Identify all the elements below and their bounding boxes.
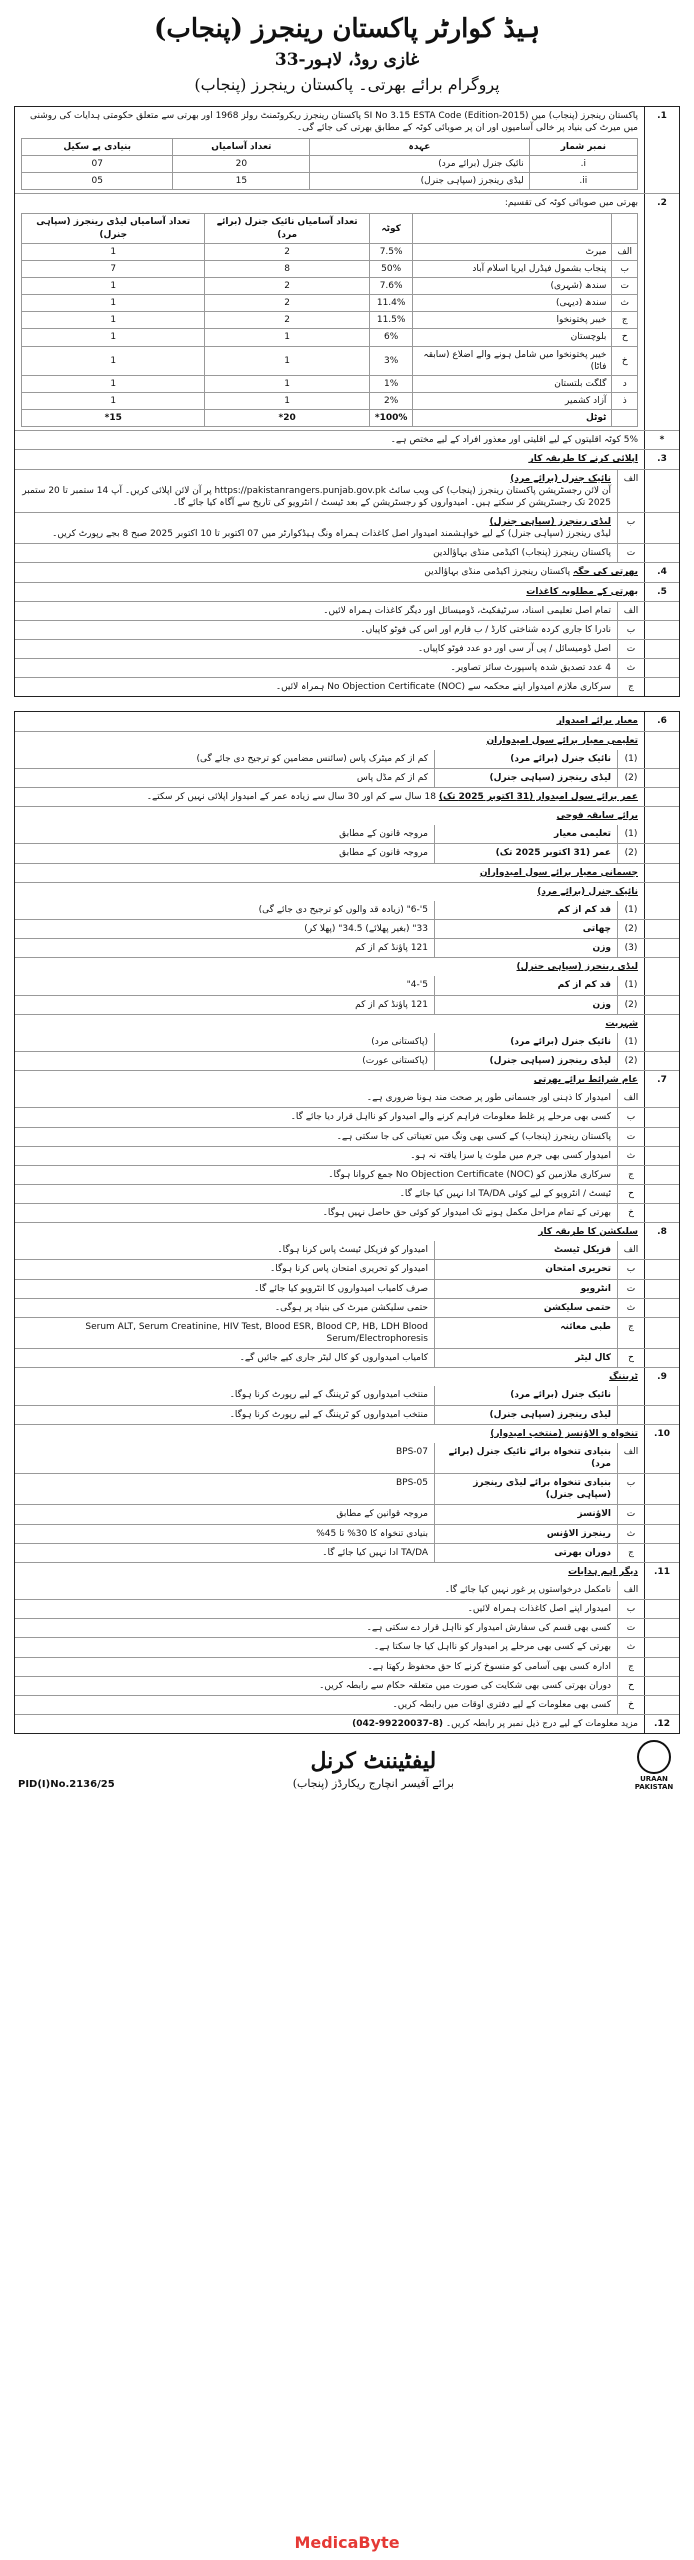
table-row: ج خیبر پختونخوا 11.5% 2 1 bbox=[22, 312, 638, 329]
section-10 bbox=[15, 1424, 679, 1443]
list-item: الف فزیکل ٹیسٹ امیدوار کو فزیکل ٹیسٹ پاس کرنا ہوگا۔ bbox=[15, 1241, 679, 1259]
list-item: الف بنیادی تنخواہ برائے نائیک جنرل (برائے مرد) BPS-07 bbox=[15, 1443, 679, 1473]
list-item: (2) لیڈی رینجرز (سپاہی جنرل) (پاکستانی عورت) bbox=[15, 1051, 679, 1070]
header bbox=[14, 12, 680, 96]
list-item: ح ٹیسٹ / انٹرویو کے لیے کوئی TA/DA ادا نہیں کیا جائے گا۔ bbox=[15, 1184, 679, 1203]
list-item: ت انٹرویو صرف کامیاب امیدواروں کا انٹرویو کیا جائے گا۔ bbox=[15, 1279, 679, 1298]
section-7 bbox=[15, 1070, 679, 1089]
section-6 bbox=[15, 712, 679, 730]
section-number: 4. bbox=[644, 563, 679, 581]
list-item: خ کسی بھی معلومات کے لیے دفتری اوقات میں رابطہ کریں۔ bbox=[15, 1695, 679, 1714]
list-item: (1) قد کم از کم 5'-6" (زیادہ قد والوں کو ترجیح دی جائے گی) bbox=[15, 901, 679, 919]
section-2-text: بھرتی میں صوبائی کوٹہ کی تقسیم: bbox=[504, 198, 638, 209]
header-title: ہیڈ کوارٹر پاکستان رینجرز (پنجاب) bbox=[154, 14, 540, 44]
table-row: ii. لیڈی رینجرز (سپاہی جنرل) 15 05 bbox=[22, 173, 638, 190]
list-item: (2) عمر (31 اکتوبر 2025 تک) مروجہ قانون کے مطابق bbox=[15, 843, 679, 862]
col-no: نمبر شمار bbox=[529, 138, 637, 155]
signatory-rank: لیفٹیننٹ کرنل bbox=[310, 1747, 437, 1774]
table-row: د گلگت بلتستان 1% 1 1 bbox=[22, 375, 638, 392]
list-item: (1) نائیک جنرل (برائے مرد) کم از کم میٹرک پاس (سائنس مضامین کو ترجیح دی جائے گی) bbox=[15, 750, 679, 768]
col-count: تعداد آسامیاں bbox=[173, 138, 310, 155]
section-number: 3. bbox=[644, 450, 679, 468]
signatory-designation: برائے آفیسر انچارج ریکارڈز (پنجاب) bbox=[292, 1776, 454, 1790]
list-item: ث بھرتی کے کسی بھی مرحلے پر امیدوار کو نااہل کیا جا سکتا ہے۔ bbox=[15, 1637, 679, 1656]
table-row: الف میرٹ 7.5% 2 1 bbox=[22, 243, 638, 260]
section-9 bbox=[15, 1367, 679, 1386]
table-row: ث سندھ (دیہی) 11.4% 2 1 bbox=[22, 295, 638, 312]
list-item: ج ادارہ کسی بھی آسامی کو منسوخ کرنے کا حق محفوظ رکھتا ہے۔ bbox=[15, 1657, 679, 1676]
list-item: ت کسی بھی قسم کی سفارش امیدوار کو نااہل قرار دے سکتی ہے۔ bbox=[15, 1618, 679, 1637]
section-title: ٹریننگ bbox=[609, 1372, 638, 1383]
list-item: نائیک جنرل (برائے مرد) منتخب امیدواروں کو ٹریننگ کے لیے رپورٹ کرنا ہوگا۔ bbox=[15, 1386, 679, 1404]
list-item: ث حتمی سلیکشن حتمی سلیکشن میرٹ کی بنیاد پر ہوگی۔ bbox=[15, 1298, 679, 1317]
section-number: 6. bbox=[644, 712, 679, 730]
total-row: ٹوٹل 100%* 20* 15* bbox=[22, 410, 638, 427]
list-item: لیڈی رینجرز (سپاہی جنرل) منتخب امیدواروں کو ٹریننگ کے لیے رپورٹ کرنا ہوگا۔ bbox=[15, 1405, 679, 1424]
section-2 bbox=[15, 193, 679, 430]
table-header-row bbox=[22, 214, 638, 243]
table-row: ذ آزاد کشمیر 2% 1 1 bbox=[22, 393, 638, 410]
section-title: اپلائی کرنے کا طریقہ کار bbox=[528, 454, 638, 465]
section-number: 7. bbox=[644, 1071, 679, 1089]
section-number: 1. bbox=[644, 107, 679, 194]
list-item: ب کسی بھی مرحلے پر غلط معلومات فراہم کرنے والے امیدوار کو نااہل قرار دیا جائے گا۔ bbox=[15, 1107, 679, 1126]
list-item: ت الاؤنسز مروجہ قوانین کے مطابق bbox=[15, 1504, 679, 1523]
section-title: عام شرائط برائے بھرتی bbox=[533, 1075, 638, 1086]
contact-phone: (042-99220037-8) bbox=[352, 1719, 443, 1729]
section-1 bbox=[15, 107, 679, 194]
posts-table bbox=[21, 138, 638, 190]
section-1-text: پاکستان رینجرز (پنجاب) میں SI No 3.15 ESTA Code (Edition-2015) پاکستان رینجرز ریکروٹمنٹ رولز 1968 اور بھرتی سے متعلق حکومتی ہدایات کی روشنی میں میرٹ کی بنیاد پر خالی آسامیوں اور ان پر صوبائی کوٹہ کے مطابق بھرتی کی جائے گی۔ bbox=[30, 110, 638, 133]
footer bbox=[14, 1734, 680, 1791]
list-item: (3) وزن 121 پاؤنڈ کم از کم bbox=[15, 938, 679, 957]
list-item: ت پاکستان رینجرز (پنجاب) کے کسی بھی ونگ میں تعیناتی کی جا سکتی ہے۔ bbox=[15, 1127, 679, 1146]
section-number: 2. bbox=[644, 194, 679, 430]
list-item: الف امیدوار کا ذہنی اور جسمانی طور پر صحت مند ہونا ضروری ہے۔ bbox=[15, 1089, 679, 1107]
table-row: خ خیبر پختونخوا میں شامل ہونے والے اضلاع (سابقہ فاٹا) 3% 1 1 bbox=[22, 346, 638, 375]
col-female: تعداد آسامیاں لیڈی رینجرز (سپاہی جنرل) bbox=[22, 214, 205, 243]
list-item: ح دوران بھرتی کسی بھی شکایت کی صورت میں متعلقہ حکام سے رابطہ کریں۔ bbox=[15, 1676, 679, 1695]
section-block-1: 1. پاکستان رینجرز (پنجاب) میں SI No 3.15 ESTA Code (Edition-2015) پاکستان رینجرز ریکروٹمنٹ رولز 1968 اور بھرتی سے متعلق حکومتی ہدایات کی روشنی میں میرٹ کی بنیاد پر خالی آسامیوں اور ان پر صوبائی کوٹہ کے مطابق بھرتی کی جائے گی۔ نمبر شمار عہدہ تعداد آسامیاں بنیادی پے سکیل i. نائیک جنرل (برائے مرد) 20 07 ii. لیڈی رینجرز (سپاہی جنرل) 15 05 2. بھرتی میں صوبائی کوٹہ کی تقسیم: کوٹہ تعداد آسامیاں نائیک جنرل (برائے مرد) تعداد آسامیاں لیڈی رینجرز (سپاہی جنرل) الف میرٹ 7.5% 2 1 ب پنجاب بشمول فیڈرل ایریا اسلام آباد 50% 8 7 ت سندھ (شہری) 7.6% 2 1 ث سندھ (دیہی) 11.4% 2 1 ج خیبر پختونخوا 11.5% 2 1 ح بلوچستان 6% 1 1 خ خیبر پختونخوا میں شامل ہونے والے اضلاع (سابقہ فاٹا) 3% 1 1 د گلگت بلتستان 1% 1 1 ذ آزاد کشمیر 2% 1 1 ٹوٹل 100%* 20* 15* * 5% کوٹہ اقلیتوں کے لیے اقلیتی اور معذور افراد کے لیے مختص ہے۔ 3. اپلائی کرنے کا طریقہ کار الف نائیک جنرل (برائے مرد) آن لائن رجسٹریشن پاکستان رینجرز (پنجاب) کی ویب سائٹ https://pakistanrangers.punjab.gov.pk پر آن لائن اپلائی کریں۔ آپ 14 ستمبر تا 20 ستمبر 2025 تک رجسٹریشن کر سکتے ہیں۔ امیدواروں کو رجسٹریشن کے بعد ٹیسٹ / انٹرویو کی تاریخ سے آگاہ کیا جائے گا۔ ب لیڈی رینجرز (سپاہی جنرل) لیڈی رینجرز (سپاہی جنرل) کے لیے خواہشمند امیدوار اصل کاغذات ہمراہ ونگ ہیڈکوارٹر میں 07 اکتوبر تا 10 اکتوبر 2025 صبح 8 بجے رپورٹ کریں۔ ت پاکستان رینجرز (پنجاب) اکیڈمی منڈی بہاؤالدین 4. بھرتی کی جگہ پاکستان رینجرز اکیڈمی منڈی بہاؤالدین 5. بھرتی کے مطلوبہ کاغذات الف تمام اصل تعلیمی اسناد، سرٹیفکیٹ، ڈومیسائل اور دیگر کاغذات ہمراہ لائیں۔ ب نادرا کا جاری کردہ شناختی کارڈ / ب فارم اور اس کی فوٹو کاپیاں۔ ت اصل ڈومیسائل / پی آر سی اور دو عدد فوٹو کاپیاں۔ ث 4 عدد تصدیق شدہ پاسپورٹ سائز تصاویر۔ ج سرکاری ملازم امیدوار اپنے محکمہ سے No Objection Certificate (NOC) ہمراہ لائیں۔ bbox=[14, 106, 680, 698]
section-5 bbox=[15, 582, 679, 601]
section-title: تنخواہ و الاؤنسز (منتخب امیدوار) bbox=[490, 1428, 638, 1439]
list-item: (2) وزن 121 پاؤنڈ کم از کم bbox=[15, 995, 679, 1014]
section-title: دیگر اہم ہدایات bbox=[568, 1566, 638, 1577]
section-block-2: 6. معیار برائے امیدوار تعلیمی معیار برائے سول امیدواران (1) نائیک جنرل (برائے مرد) کم از کم میٹرک پاس (سائنس مضامین کو ترجیح دی جائے گی) (2) لیڈی رینجرز (سپاہی جنرل) کم از کم مڈل پاس عمر برائے سول امیدوار (31 اکتوبر 2025 تک) 18 سال سے کم اور 30 سال سے زیادہ عمر کے امیدوار اپلائی نہیں کر سکتے۔ برائے سابقہ فوجی (1) تعلیمی معیار مروجہ قانون کے مطابق (2) عمر (31 اکتوبر 2025 تک) مروجہ قانون کے مطابق جسمانی معیار برائے سول امیدواران نائیک جنرل (برائے مرد) (1) قد کم از کم 5'-6" (زیادہ قد والوں کو ترجیح دی جائے گی) (2) چھاتی 33" (بغیر پھلائے) 34.5" (پھلا کر) (3) وزن 121 پاؤنڈ کم از کم لیڈی رینجرز (سپاہی جنرل) (1) قد کم از کم 5'-4" (2) وزن 121 پاؤنڈ کم از کم شہریت (1) نائیک جنرل (برائے مرد) (پاکستانی مرد) (2) لیڈی رینجرز (سپاہی جنرل) (پاکستانی عورت) 7. عام شرائط برائے بھرتی الف امیدوار کا ذہنی اور جسمانی طور پر صحت مند ہونا ضروری ہے۔ ب کسی بھی مرحلے پر غلط معلومات فراہم کرنے والے امیدوار کو نااہل قرار دیا جائے گا۔ ت پاکستان رینجرز (پنجاب) کے کسی بھی ونگ میں تعیناتی کی جا سکتی ہے۔ ث امیدوار کسی بھی جرم میں ملوث یا سزا یافتہ نہ ہو۔ ج سرکاری ملازمین کو No Objection Certificate (NOC) جمع کروانا ہوگا۔ ح ٹیسٹ / انٹرویو کے لیے کوئی TA/DA ادا نہیں کیا جائے گا۔ خ بھرتی کے تمام مراحل مکمل ہونے تک امیدوار کو کوئی حق حاصل نہیں ہوگا۔ 8. سلیکشن کا طریقہ کار الف فزیکل ٹیسٹ امیدوار کو فزیکل ٹیسٹ پاس کرنا ہوگا۔ ب تحریری امتحان امیدوار کو تحریری امتحان پاس کرنا ہوگا۔ ت انٹرویو صرف کامیاب امیدواروں کا انٹرویو کیا جائے گا۔ ث حتمی سلیکشن حتمی سلیکشن میرٹ کی بنیاد پر ہوگی۔ ج طبی معائنہ Serum ALT, Serum Creatinine, HIV Test, Blood ESR, Blood CP, HB, LDH Blood Serum/Electrophoresis ح کال لیٹر کامیاب امیدواروں کو کال لیٹر جاری کیے جائیں گے۔ 9. ٹریننگ نائیک جنرل (برائے مرد) منتخب امیدواروں کو ٹریننگ کے لیے رپورٹ کرنا ہوگا۔ لیڈی رینجرز (سپاہی جنرل) منتخب امیدواروں کو ٹریننگ کے لیے رپورٹ کرنا ہوگا۔ 10. تنخواہ و الاؤنسز (منتخب امیدوار) الف بنیادی تنخواہ برائے نائیک جنرل (برائے مرد) BPS-07 ب بنیادی تنخواہ برائے لیڈی رینجرز (سپاہی جنرل) BPS-05 ت الاؤنسز مروجہ قوانین کے مطابق ث رینجرز الاؤنس بنیادی تنخواہ کا 30% تا 45% ج دوران بھرتی TA/DA ادا نہیں کیا جائے گا۔ 11. دیگر اہم ہدایات الف نامکمل درخواستوں پر غور نہیں کیا جائے گا۔ ب امیدوار اپنے اصل کاغذات ہمراہ لائیں۔ ت کسی بھی قسم کی سفارش امیدوار کو نااہل قرار دے سکتی ہے۔ ث بھرتی کے کسی بھی مرحلے پر امیدوار کو نااہل کیا جا سکتا ہے۔ ج ادارہ کسی بھی آسامی کو منسوخ کرنے کا حق محفوظ رکھتا ہے۔ ح دوران بھرتی کسی بھی شکایت کی صورت میں متعلقہ حکام سے رابطہ کریں۔ خ کسی بھی معلومات کے لیے دفتری اوقات میں رابطہ کریں۔ 12. مزید معلومات کے لیے درج ذیل نمبر پر رابطہ کریں۔ (042-99220037-8) bbox=[14, 711, 680, 1734]
list-item: ب امیدوار اپنے اصل کاغذات ہمراہ لائیں۔ bbox=[15, 1599, 679, 1618]
header-address: غازی روڈ، لاہور-33 bbox=[274, 50, 420, 71]
table-row: ت سندھ (شہری) 7.6% 2 1 bbox=[22, 278, 638, 295]
signature-block bbox=[293, 1747, 454, 1792]
list-item: (2) لیڈی رینجرز (سپاہی جنرل) کم از کم مڈل پاس bbox=[15, 768, 679, 787]
col-post: عہدہ bbox=[310, 138, 529, 155]
table-header-row bbox=[22, 138, 638, 155]
list-item: ث رینجرز الاؤنس بنیادی تنخواہ کا 30% تا 45% bbox=[15, 1524, 679, 1543]
header-program: پروگرام برائے بھرتی۔ پاکستان رینجرز (پنجاب) bbox=[194, 75, 500, 95]
list-item: الف نامکمل درخواستوں پر غور نہیں کیا جائے گا۔ bbox=[15, 1581, 679, 1599]
col-quota: کوٹہ bbox=[369, 214, 413, 243]
section-title: بھرتی کے مطلوبہ کاغذات bbox=[526, 586, 638, 597]
pid-number: PID(I)No.2136/25 bbox=[18, 1779, 115, 1791]
uraan-pakistan-logo: URAAN PAKISTAN bbox=[632, 1740, 676, 1791]
section-title: سلیکشن کا طریقہ کار bbox=[538, 1227, 638, 1238]
list-item: ث امیدوار کسی بھی جرم میں ملوث یا سزا یافتہ نہ ہو۔ bbox=[15, 1146, 679, 1165]
watermark: MedicaByte bbox=[294, 2533, 400, 2553]
list-item: (2) چھاتی 33" (بغیر پھلائے) 34.5" (پھلا کر) bbox=[15, 919, 679, 938]
quota-note: * 5% کوٹہ اقلیتوں کے لیے اقلیتی اور معذور افراد کے لیے مختص ہے۔ bbox=[15, 430, 679, 449]
section-title: معیار برائے امیدوار bbox=[556, 716, 638, 727]
table-row: ب پنجاب بشمول فیڈرل ایریا اسلام آباد 50% 8 7 bbox=[22, 260, 638, 277]
section-11 bbox=[15, 1562, 679, 1581]
list-item: ب بنیادی تنخواہ برائے لیڈی رینجرز (سپاہی جنرل) BPS-05 bbox=[15, 1473, 679, 1504]
quota-table bbox=[21, 213, 638, 427]
section-number: 12. bbox=[644, 1715, 679, 1733]
list-item: (1) نائیک جنرل (برائے مرد) (پاکستانی مرد) bbox=[15, 1033, 679, 1051]
list-item: ج دوران بھرتی TA/DA ادا نہیں کیا جائے گا۔ bbox=[15, 1543, 679, 1562]
section-8 bbox=[15, 1222, 679, 1241]
section-number: 11. bbox=[644, 1563, 679, 1581]
col-scale: بنیادی پے سکیل bbox=[22, 138, 173, 155]
list-item: خ بھرتی کے تمام مراحل مکمل ہونے تک امیدوار کو کوئی حق حاصل نہیں ہوگا۔ bbox=[15, 1203, 679, 1222]
section-number: 5. bbox=[644, 583, 679, 601]
online-registration-text: آن لائن رجسٹریشن پاکستان رینجرز (پنجاب) کی ویب سائٹ https://pakistanrangers.punjab.gov.pk پر آن لائن اپلائی کریں۔ آپ 14 ستمبر تا 20 ستمبر 2025 تک رجسٹریشن کر سکتے ہیں۔ امیدواروں کو رجسٹریشن کے بعد ٹیسٹ / انٹرویو کی تاریخ سے آگاہ کیا جائے گا۔ bbox=[22, 485, 611, 508]
section-number: 10. bbox=[644, 1425, 679, 1443]
section-number: 8. bbox=[644, 1223, 679, 1241]
list-item: ج سرکاری ملازمین کو No Objection Certificate (NOC) جمع کروانا ہوگا۔ bbox=[15, 1165, 679, 1184]
section-12: 12. مزید معلومات کے لیے درج ذیل نمبر پر رابطہ کریں۔ (042-99220037-8) bbox=[15, 1714, 679, 1733]
section-number: 9. bbox=[644, 1368, 679, 1386]
table-row: ح بلوچستان 6% 1 1 bbox=[22, 329, 638, 346]
section-4: 4. بھرتی کی جگہ پاکستان رینجرز اکیڈمی منڈی بہاؤالدین bbox=[15, 562, 679, 581]
list-item: ج طبی معائنہ Serum ALT, Serum Creatinine, HIV Test, Blood ESR, Blood CP, HB, LDH Blood Serum/Electrophoresis bbox=[15, 1317, 679, 1348]
list-item: (1) تعلیمی معیار مروجہ قانون کے مطابق bbox=[15, 825, 679, 843]
col-male: تعداد آسامیاں نائیک جنرل (برائے مرد) bbox=[205, 214, 369, 243]
list-item: ب تحریری امتحان امیدوار کو تحریری امتحان پاس کرنا ہوگا۔ bbox=[15, 1259, 679, 1278]
list-item: (1) قد کم از کم 5'-4" bbox=[15, 976, 679, 994]
logo-mark-icon bbox=[637, 1740, 671, 1774]
section-3 bbox=[15, 449, 679, 468]
list-item: ح کال لیٹر کامیاب امیدواروں کو کال لیٹر جاری کیے جائیں گے۔ bbox=[15, 1348, 679, 1367]
table-row: i. نائیک جنرل (برائے مرد) 20 07 bbox=[22, 156, 638, 173]
